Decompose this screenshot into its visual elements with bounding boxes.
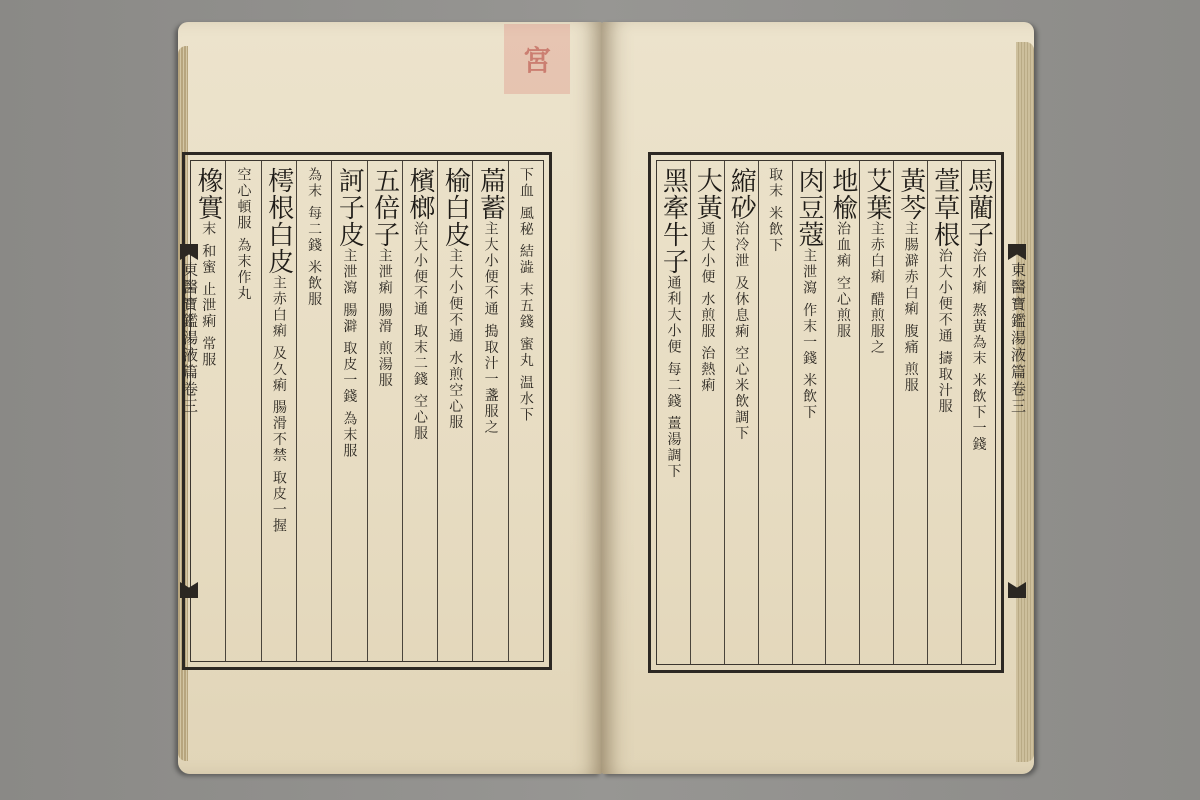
entry-heading: 艾葉 (861, 167, 892, 221)
text-column (758, 161, 792, 664)
entry-heading: 檳榔 (404, 167, 435, 221)
entry-commentary: 治水痢 熬黃為末 米飲下一錢 (970, 248, 987, 453)
right-page (602, 22, 1034, 774)
entry-heading: 馬藺子 (963, 167, 994, 248)
left-fold-margin (178, 262, 200, 642)
entry-commentary: 主泄瀉 作末一錢 米飲下 (801, 248, 818, 421)
entry-heading: 訶子皮 (334, 167, 365, 248)
entry-heading: 黃芩 (895, 167, 926, 221)
entry-commentary: 下血 風秘 結澁 末五錢 蜜丸 温水下 (517, 167, 534, 424)
entry-commentary: 主赤白痢 醋煎服之 (868, 221, 885, 356)
left-fold-title: 東醫寶鑑湯液篇卷三 (181, 262, 199, 415)
fish-tail-marker-icon (1008, 582, 1026, 598)
left-text-frame (182, 152, 552, 670)
entry-heading: 大黃 (692, 167, 723, 221)
text-column (331, 161, 366, 661)
entry-commentary: 主赤白痢 及久痢 腸滑不禁 取皮一握 (270, 275, 287, 535)
text-column (472, 161, 507, 661)
text-column (961, 161, 995, 664)
right-columns (657, 161, 995, 664)
text-column (690, 161, 724, 664)
entry-commentary: 為末 每二錢 米飲服 (306, 167, 323, 308)
entry-commentary: 治大小便不通 擣取汁服 (936, 248, 953, 415)
entry-commentary: 治冷泄 及休息痢 空心米飲調下 (733, 221, 750, 442)
text-column (296, 161, 331, 661)
entry-heading: 萱草根 (929, 167, 960, 248)
entry-commentary: 空心頓服 為末作丸 (235, 167, 252, 302)
text-column (508, 161, 543, 661)
left-page (178, 22, 602, 774)
right-fold-margin (1006, 262, 1028, 642)
text-column (927, 161, 961, 664)
entry-heading: 萹蓄 (475, 167, 506, 221)
entry-heading: 榆白皮 (440, 167, 471, 248)
text-column (402, 161, 437, 661)
text-column (825, 161, 859, 664)
entry-commentary: 通利大小便 每二錢 薑湯調下 (665, 275, 682, 480)
left-columns (191, 161, 543, 661)
entry-commentary: 主泄痢 腸滑 煎湯服 (376, 248, 393, 389)
entry-commentary: 末 和蜜 止泄痢 常服 (200, 221, 217, 369)
entry-heading: 樗根白皮 (263, 167, 294, 275)
open-book (178, 22, 1034, 774)
text-column (859, 161, 893, 664)
entry-commentary: 主腸澼赤白痢 腹痛 煎服 (902, 221, 919, 394)
text-column (724, 161, 758, 664)
text-column (792, 161, 826, 664)
text-column (261, 161, 296, 661)
right-fold-title: 東醫寶鑑湯液篇卷三 (1009, 262, 1027, 415)
entry-commentary: 治大小便不通 取末二錢 空心服 (412, 221, 428, 442)
text-column (367, 161, 402, 661)
entry-heading: 肉豆蔻 (794, 167, 825, 248)
text-column (437, 161, 472, 661)
red-library-seal: 宮 (504, 24, 570, 94)
entry-commentary: 主大小便不通 水煎空心服 (447, 248, 464, 431)
entry-heading: 橡實 (193, 167, 224, 221)
entry-commentary: 主泄瀉 腸澼 取皮一錢 為末服 (341, 248, 358, 460)
text-column (657, 161, 690, 664)
fish-tail-marker-icon (180, 582, 198, 598)
right-text-frame (648, 152, 1004, 673)
text-column (893, 161, 927, 664)
entry-heading: 縮砂 (726, 167, 757, 221)
entry-heading: 五倍子 (369, 167, 400, 248)
entry-commentary: 通大小便 水煎服 治熱痢 (699, 221, 716, 394)
text-column (225, 161, 260, 661)
entry-commentary: 主大小便不通 搗取汁一盞服之 (482, 221, 499, 436)
entry-heading: 地楡 (827, 167, 858, 221)
entry-commentary: 治血痢 空心煎服 (834, 221, 851, 340)
entry-heading: 黑牽牛子 (658, 167, 689, 275)
entry-commentary: 取末 米飲下 (767, 167, 784, 254)
